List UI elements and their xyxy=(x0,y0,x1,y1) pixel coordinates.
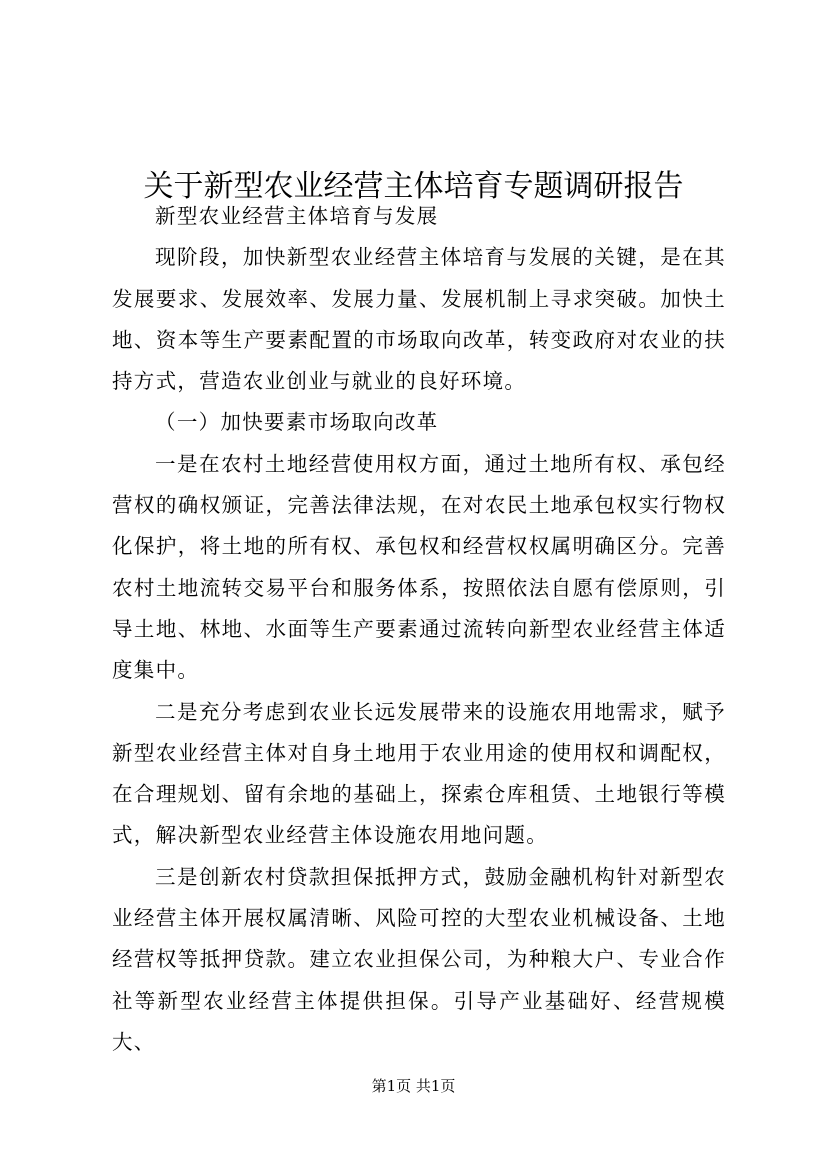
document-title: 关于新型农业经营主体培育专题调研报告 xyxy=(143,169,684,205)
paragraph: 三是创新农村贷款担保抵押方式，鼓励金融机构针对新型农业经营主体开展权属清晰、风险可控的大型农业机械设备、土地经营权等抵押贷款。建立农业担保公司，为种粮大户、专业合作社等新型农业经营主体提供担保。引导产业基础好、经营规模大、 xyxy=(112,864,726,1054)
section-heading: 新型农业经营主体培育与发展 xyxy=(155,204,439,228)
paragraph: 一是在农村土地经营使用权方面，通过土地所有权、承包经营权的确权颁证，完善法律法规，在对农民土地承包权实行物权化保护，将土地的所有权、承包权和经营权权属明确区分。完善农村土地流转交易平台和服务体系，按照依法自愿有偿原则，引导土地、林地、水面等生产要素通过流转向新型农业经营主体适度集中。 xyxy=(112,451,726,683)
paragraph: 现阶段，加快新型农业经营主体培育与发展的关键，是在其发展要求、发展效率、发展力量、发展机制上寻求突破。加快土地、资本等生产要素配置的市场取向改革，转变政府对农业的扶持方式，营造农业创业与就业的良好环境。 xyxy=(112,245,726,394)
page-footer: 第1页 共1页 xyxy=(371,1077,456,1095)
document-body xyxy=(112,196,726,1063)
subsection-heading: （一）加快要素市场取向改革 xyxy=(155,410,439,435)
paragraph: 二是充分考虑到农业长远发展带来的设施农用地需求，赋予新型农业经营主体对自身土地用于农业用途的使用权和调配权，在合理规划、留有余地的基础上，探索仓库租赁、土地银行等模式，解决新型农业经营主体设施农用地问题。 xyxy=(112,699,726,848)
